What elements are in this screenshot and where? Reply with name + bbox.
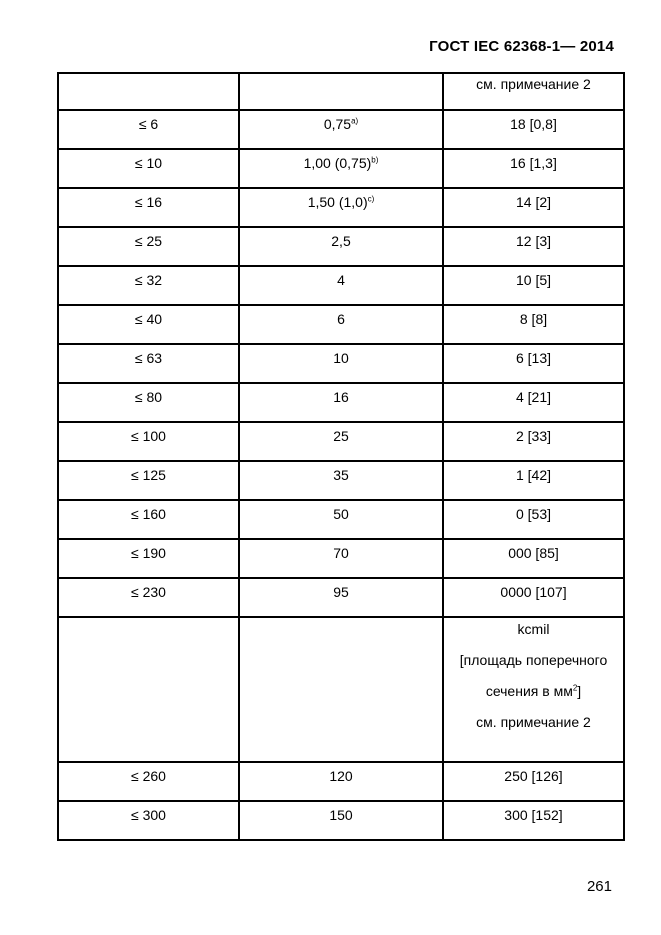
table-cell — [58, 801, 239, 840]
table-row — [58, 73, 624, 110]
table-row — [58, 149, 624, 188]
table-cell — [58, 227, 239, 266]
table-cell — [58, 617, 239, 762]
table-cell — [443, 266, 624, 305]
table-cell — [58, 305, 239, 344]
cell-text: ≤ 10 — [134, 155, 163, 171]
cell-text: ≤ 6 — [138, 116, 159, 132]
table-row — [58, 305, 624, 344]
cell-text: ≤ 125 — [131, 467, 166, 483]
cell-text: ≤ 40 — [134, 311, 163, 327]
wire-size-table — [57, 72, 625, 841]
table-cell — [239, 73, 443, 110]
footnote-marker: c) — [367, 194, 375, 204]
table-cell: см. примечание 2 — [443, 73, 624, 110]
table-cell — [443, 801, 624, 840]
superscript: 2 — [572, 683, 578, 693]
table-row — [58, 578, 624, 617]
table-cell — [443, 188, 624, 227]
table-cell — [239, 617, 443, 762]
table-row — [58, 461, 624, 500]
cell-text: 95 — [333, 584, 349, 600]
table-row — [58, 344, 624, 383]
cell-text: 16 [1,3] — [510, 155, 557, 171]
table-cell — [239, 461, 443, 500]
page-number: 261 — [586, 878, 612, 895]
cell-text: 0 [53] — [515, 506, 552, 522]
cell-text: 35 — [333, 467, 349, 483]
cell-text: ≤ 63 — [134, 350, 163, 366]
units-header-cell — [443, 617, 624, 762]
table-cell — [443, 539, 624, 578]
table-cell — [443, 305, 624, 344]
cell-text: ≤ 230 — [131, 584, 166, 600]
cell-text: 1,50 (1,0) — [307, 194, 368, 210]
table-cell — [239, 227, 443, 266]
cell-text: 2 [33] — [515, 428, 552, 444]
cell-text: 12 [3] — [515, 233, 552, 249]
cell-text: ≤ 16 — [134, 194, 163, 210]
table-cell — [239, 801, 443, 840]
cell-text: 10 [5] — [515, 272, 552, 288]
table-cell — [239, 762, 443, 801]
table-row — [58, 110, 624, 149]
cell-text: ≤ 260 — [131, 768, 166, 784]
cell-text: ≤ 300 — [131, 807, 166, 823]
table-row — [58, 500, 624, 539]
cell-text: 1,00 (0,75) — [303, 155, 372, 171]
table-subheader-row — [58, 617, 624, 762]
table-cell — [239, 344, 443, 383]
table-cell — [58, 149, 239, 188]
cell-text: ≤ 160 — [131, 506, 166, 522]
table-cell — [58, 73, 239, 110]
table-row — [58, 227, 624, 266]
cell-text: 50 — [333, 506, 349, 522]
units-label: kcmil — [517, 621, 550, 637]
table-cell — [239, 266, 443, 305]
table-cell — [239, 539, 443, 578]
cell-text: 6 — [337, 311, 345, 327]
table-cell — [443, 500, 624, 539]
footnote-marker: a) — [351, 116, 359, 126]
table-cell — [58, 539, 239, 578]
cell-text: ≤ 100 — [131, 428, 166, 444]
cell-text: 10 — [333, 350, 349, 366]
table-cell — [239, 110, 443, 149]
table-cell — [239, 383, 443, 422]
cell-text: 0,75 — [323, 116, 352, 132]
table-cell — [239, 188, 443, 227]
table-cell — [443, 149, 624, 188]
cell-text: ≤ 32 — [134, 272, 163, 288]
table-cell — [58, 110, 239, 149]
cell-text: 0000 [107] — [500, 584, 567, 600]
table-row — [58, 188, 624, 227]
cell-text: 250 [126] — [504, 768, 563, 784]
table-cell — [58, 762, 239, 801]
cell-text: 4 — [337, 272, 345, 288]
table-cell — [239, 422, 443, 461]
cell-text: 150 — [329, 807, 353, 823]
cell-text: 8 [8] — [519, 311, 548, 327]
cell-text: 6 [13] — [515, 350, 552, 366]
table-cell — [443, 110, 624, 149]
cell-text: 16 — [333, 389, 349, 405]
units-text: сечения в мм — [485, 683, 573, 699]
cell-text: 25 — [333, 428, 349, 444]
table-cell — [443, 762, 624, 801]
table-cell — [239, 578, 443, 617]
table-cell — [443, 422, 624, 461]
cell-text: 000 [85] — [508, 545, 559, 561]
cell-text: 4 [21] — [515, 389, 552, 405]
cell-text: ≤ 25 — [134, 233, 163, 249]
cell-text: 300 [152] — [504, 807, 563, 823]
table-row — [58, 266, 624, 305]
table-cell — [443, 344, 624, 383]
table-cell — [443, 383, 624, 422]
units-text: ] — [577, 683, 582, 699]
table-row — [58, 762, 624, 801]
table-cell — [58, 500, 239, 539]
cell-text: ≤ 190 — [131, 545, 166, 561]
cell-text: 120 — [329, 768, 353, 784]
table-cell — [239, 305, 443, 344]
table-cell — [58, 188, 239, 227]
table-cell — [239, 500, 443, 539]
table-cell — [443, 461, 624, 500]
table-row — [58, 801, 624, 840]
table-row — [58, 422, 624, 461]
table-cell — [58, 461, 239, 500]
table-cell — [239, 149, 443, 188]
table-cell — [58, 578, 239, 617]
cell-text: 70 — [333, 545, 349, 561]
table-cell — [443, 227, 624, 266]
note-reference: см. примечание 2 — [476, 714, 591, 730]
units-description — [444, 682, 623, 713]
table-cell — [58, 422, 239, 461]
table-row — [58, 383, 624, 422]
cell-text: ≤ 80 — [134, 389, 163, 405]
cell-text: 2,5 — [331, 233, 351, 249]
table-cell — [58, 383, 239, 422]
document-header: ГОСТ IEC 62368-1— 2014 — [429, 38, 614, 55]
table-cell — [443, 578, 624, 617]
table-row — [58, 539, 624, 578]
table-cell — [58, 266, 239, 305]
footnote-marker: b) — [371, 155, 379, 165]
cell-text: 14 [2] — [515, 194, 552, 210]
table-cell — [58, 344, 239, 383]
units-description: [площадь поперечного — [459, 652, 608, 668]
cell-text: 18 [0,8] — [510, 116, 557, 132]
cell-text: 1 [42] — [515, 467, 552, 483]
